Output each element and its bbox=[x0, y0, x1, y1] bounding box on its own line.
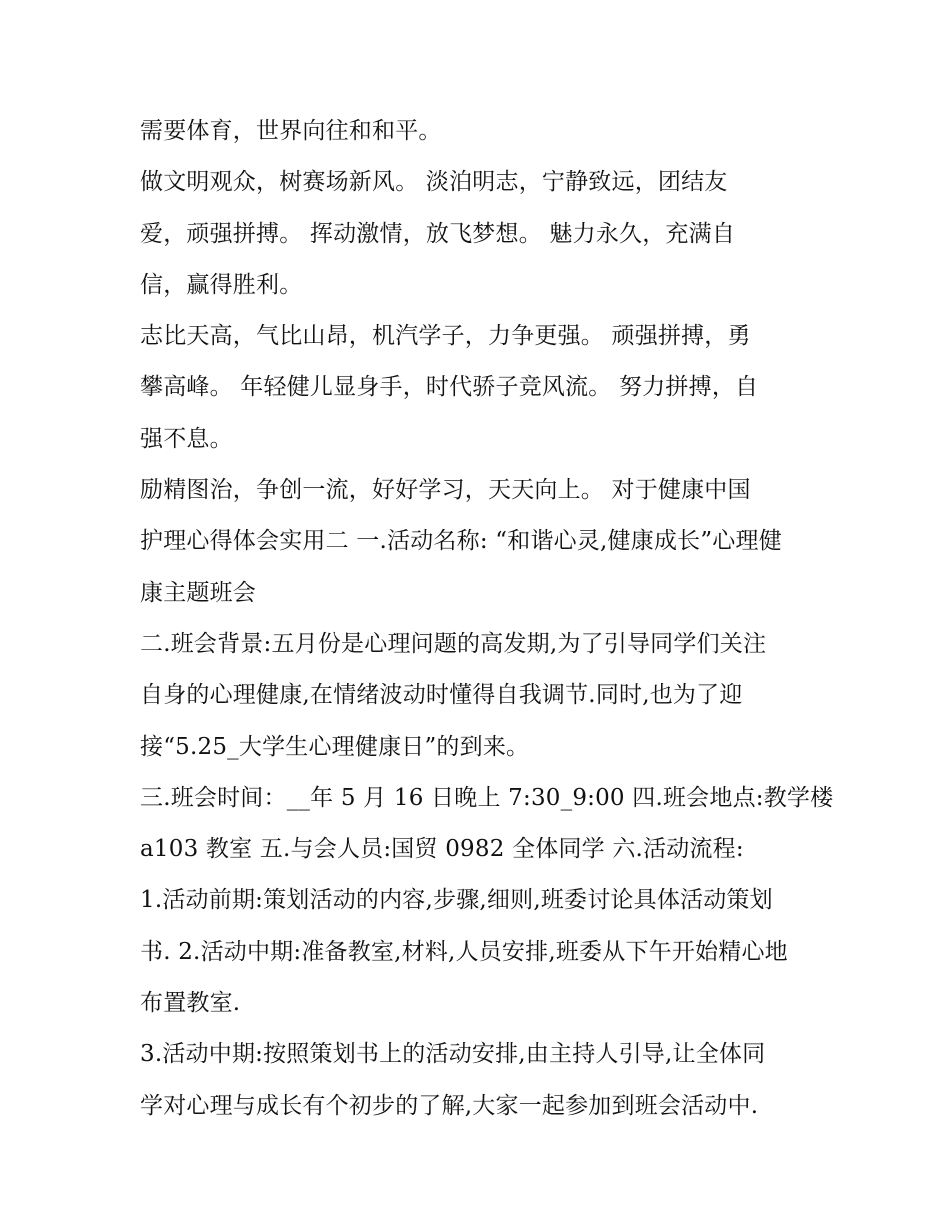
text-line: 学对心理与成长有个初步的了解,大家一起参加到班会活动中. bbox=[140, 1092, 759, 1119]
document-body bbox=[140, 106, 834, 1132]
text-line: 二.班会背景:五月份是心理问题的高发期,为了引导同学们关注 bbox=[140, 630, 767, 657]
text-line: 1.活动前期:策划活动的内容,步骤,细则,班委讨论具体活动策划 bbox=[140, 887, 773, 914]
text-line: 书. 2.活动中期:准备教室,材料,人员安排,班委从下午开始精心地 bbox=[140, 938, 788, 965]
text-line: 信，赢得胜利。 bbox=[140, 271, 303, 298]
text-line: 励精图治，争创一流，好好学习，天天向上。 对于健康中国 bbox=[140, 477, 751, 504]
text-line: 自身的心理健康,在情绪波动时懂得自我调节.同时,也为了迎 bbox=[140, 682, 743, 709]
text-line: 3.活动中期:按照策划书上的活动安排,由主持人引导,让全体同 bbox=[140, 1041, 766, 1068]
text-line: 攀高峰。 年轻健儿显身手，时代骄子竞风流。 努力拼搏，自 bbox=[140, 374, 759, 401]
text-line: 志比天高，气比山昂，机汽学子，力争更强。 顽强拼搏，勇 bbox=[140, 323, 751, 350]
text-line: 护理心得体会实用二 一.活动名称: “和谐心灵,健康成长”心理健 bbox=[140, 528, 782, 555]
text-line: 需要体育，世界向往和和平。 bbox=[140, 118, 442, 144]
text-line: 强不息。 bbox=[140, 425, 233, 452]
text-line: 布置教室. bbox=[140, 990, 241, 1017]
text-line: 康主题班会 bbox=[140, 579, 256, 606]
text-line: 三.班会时间：__年 5 月 16 日晚上 7:30_9:00 四.班会地点:教学楼 bbox=[140, 784, 834, 811]
text-line: 接“5.25_大学生心理健康日”的到来。 bbox=[140, 733, 530, 760]
text-line: 做文明观众，树赛场新风。 淡泊明志，宁静致远，团结友 bbox=[140, 169, 728, 196]
text-line: 爱，顽强拼搏。 挥动激情，放飞梦想。 魅力永久，充满自 bbox=[140, 220, 736, 247]
text-line: a103 教室 五.与会人员:国贸 0982 全体同学 六.活动流程: bbox=[140, 836, 744, 863]
